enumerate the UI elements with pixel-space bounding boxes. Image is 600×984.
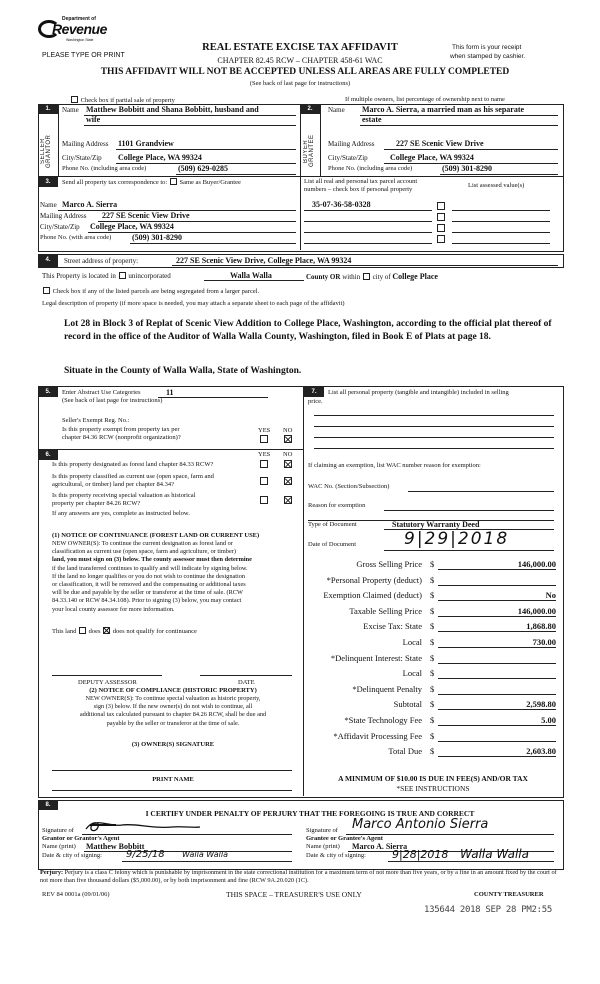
fee-label: Excise Tax: State [363, 621, 422, 632]
grantor-date-label: Date & city of signing: [42, 852, 102, 859]
corr-city[interactable]: College Place, WA 99324 [90, 222, 174, 231]
perjury-text: Perjury is a class C felony which is punishable by imprisonment in the state correctional institution for a maximum term of not more than five years, or by a fine in an amount fixed by the court of not more than five thousand dollars ($5,000.00), or by both imprisonment and fine (RCW 9A.20.020 (1C). [40, 869, 557, 884]
buyer-mailing-label: Mailing Address [328, 140, 375, 148]
fee-label: *Delinquent Penalty [352, 683, 422, 694]
sec6-no: NO [283, 451, 293, 458]
seller-vertical-label: SELLER GRANTOR [40, 134, 52, 168]
legal-description[interactable]: Lot 28 in Block 3 of Replat of Scenic View Addition to College Place, Washington, according to the official plat thereof of record in the office of the Auditor of Walla Walla County, Washington, filed in Book E of Plats at page 18. [64, 319, 552, 342]
logo-state: Washington State [66, 38, 94, 42]
treasurer-space: THIS SPACE – TREASURER'S USE ONLY [226, 890, 362, 899]
notice-1-title: (1) NOTICE OF CONTINUANCE (FOREST LAND OR CURRENT USE) [52, 532, 260, 539]
grantor-signature-scribble[interactable] [82, 817, 202, 835]
fee-dollar-sign: $ [430, 559, 435, 569]
form-warning: THIS AFFIDAVIT WILL NOT BE ACCEPTED UNLESS ALL AREAS ARE FULLY COMPLETED [100, 67, 510, 77]
certify-statement: I CERTIFY UNDER PENALTY OF PERJURY THAT THE FOREGOING IS TRUE AND CORRECT [145, 809, 475, 818]
city-of-checkbox[interactable] [363, 273, 370, 280]
exempt-yes-checkbox[interactable] [260, 435, 268, 443]
buyer-phone[interactable]: (509) 301-8290 [442, 164, 492, 173]
county-or: County OR [306, 273, 341, 281]
unincorporated-checkbox[interactable] [119, 272, 126, 279]
doc-date[interactable]: 9|29|2018 [404, 529, 510, 549]
historic-yes-checkbox[interactable] [260, 496, 268, 504]
grantor-sig-label: Signature of [42, 827, 74, 834]
form-see-back: (See back of last page for instructions) [249, 80, 351, 87]
notice-1-line: classification as current use (open space, farm and agriculture, or timber) [52, 548, 236, 556]
answers-yes-note: If any answers are yes, complete as instructed below. [52, 510, 190, 517]
doc-type[interactable]: Statutory Warranty Deed [392, 520, 480, 529]
sec5-no: NO [283, 427, 293, 434]
does-not-label: does not qualify for continuance [112, 628, 197, 635]
section-2-number: 2. [300, 104, 320, 114]
form-number: REV 84 0001a (09/01/06) [42, 891, 110, 898]
reason-label: Reason for exemption [308, 502, 366, 509]
seller-name-cont[interactable]: wife [86, 115, 101, 124]
form-title: REAL ESTATE EXCISE TAX AFFIDAVIT [202, 42, 398, 53]
fee-dollar-sign: $ [430, 699, 435, 710]
correspondence-row [62, 178, 241, 186]
fee-label: *Affidavit Processing Fee [333, 730, 422, 741]
buyer-mailing[interactable]: 227 SE Scenic View Drive [396, 139, 484, 148]
corr-name-label: Name [40, 201, 57, 209]
receipt-note-1: This form is your receipt [452, 44, 522, 51]
fee-label: *Delinquent Interest: State [330, 652, 422, 663]
county-or-label [306, 272, 438, 281]
fee-label: Subtotal [393, 699, 422, 710]
personal-property-label-1: List all personal property (tangible and intangible) included in selling [328, 389, 509, 396]
land-does-checkbox[interactable] [79, 627, 86, 634]
parcel-personal-checkbox-2[interactable] [437, 213, 445, 221]
partial-sale-row [70, 96, 175, 104]
legal-situate[interactable]: Situate in the County of Walla Walla, State of Washington. [64, 366, 302, 376]
grantee-agent-label: Grantee or Grantee's Agent [306, 835, 383, 842]
corr-city-label: City/State/Zip [40, 223, 80, 231]
current-use-yes-checkbox[interactable] [260, 477, 268, 485]
notice-2-line: payable by the seller or transferor at the time of sale. [106, 719, 240, 727]
seller-name-label: Name [62, 106, 79, 114]
dor-logo [38, 16, 108, 46]
notice-1-body [52, 540, 300, 614]
perjury-label: Perjury: [40, 869, 64, 876]
buyer-city[interactable]: College Place, WA 99324 [390, 153, 474, 162]
notice-2-line: sign (3) below. If the new owner(s) do not wish to continue, all [93, 703, 253, 711]
fee-dollar-sign: $ [430, 683, 435, 694]
fee-dollar-sign: $ [430, 605, 435, 616]
print-name-label: PRINT NAME [152, 776, 194, 783]
current-use-q-1: Is this property classified as current use (open space, farm and [52, 473, 214, 480]
perjury-notice [40, 869, 560, 885]
please-type-label: PLEASE TYPE OR PRINT [42, 52, 125, 59]
wac-label: WAC No. (Section/Subsection) [308, 483, 390, 490]
parcel-label-1: List all real and personal tax parcel account [304, 178, 418, 185]
fee-value[interactable]: 2,598.80 [526, 699, 556, 710]
within-label: within [342, 273, 361, 281]
current-use-q-2: agricultural, or timber) land per chapter 84.34? [52, 481, 175, 488]
notice-2-line: NEW OWNER(S): To continue special valuation as historic property, [85, 695, 261, 702]
fee-dollar-sign: $ [430, 730, 435, 741]
county-treasurer-label: COUNTY TREASURER [474, 891, 544, 898]
fee-dollar-sign: $ [430, 652, 435, 663]
legal-label: Legal description of property (if more space is needed, you may attach a separate sheet to each page of the affidavit) [42, 300, 345, 307]
see-instructions-note: *SEE INSTRUCTIONS [396, 784, 470, 793]
partial-sale-checkbox[interactable] [71, 96, 78, 103]
does-label: does [88, 628, 101, 635]
segregated-label: Check box if any of the listed parcels are being segregated from a larger parcel. [52, 288, 260, 295]
notice-1-line: If the land no longer qualifies or you do not wish to continue the designation [52, 572, 246, 580]
fee-value[interactable]: 146,000.00 [517, 605, 556, 616]
buyer-phone-label: Phone No. (including area code) [328, 165, 413, 172]
fee-label: Local [402, 668, 422, 679]
exempt-reg-label: Seller's Exempt Reg. No.: [62, 417, 130, 424]
fee-label: Total Due [388, 746, 422, 757]
fee-value[interactable]: 2,603.80 [526, 746, 556, 757]
multiple-owners-note: If multiple owners, list percentage of ownership next to name [345, 96, 505, 103]
parcel-personal-checkbox-4[interactable] [437, 235, 445, 243]
current-use-no-checkbox[interactable] [284, 477, 292, 485]
abstract-value[interactable]: 11 [166, 388, 174, 397]
same-as-buyer-label: Same as Buyer/Grantee [179, 179, 241, 186]
fee-label: Exemption Claimed (deduct) [323, 590, 422, 601]
buyer-name[interactable]: Marco A. Sierra, a married man as his separate [362, 105, 525, 114]
parcel-personal-checkbox-1[interactable] [437, 202, 445, 210]
historic-q-2: property per chapter 84.26 RCW? [52, 500, 141, 507]
partial-sale-label: Check box if partial sale of property [80, 97, 175, 104]
exemption-label: If claiming an exemption, list WAC number reason for exemption: [308, 462, 481, 469]
grantor-name[interactable]: Matthew Bobbitt [86, 842, 145, 851]
grantor-date[interactable]: 9/25/18 [126, 849, 165, 860]
correspondence-label: Send all property tax correspondence to: [62, 179, 168, 186]
fee-value[interactable]: 730.00 [532, 637, 556, 647]
section-1-number: 1. [38, 104, 58, 114]
notice-1-line: if the land transferred continues to qualify and will indicate by signing below. [52, 564, 248, 572]
seller-city-label: City/State/Zip [62, 154, 102, 162]
buyer-name-cont[interactable]: estate [362, 115, 382, 124]
buyer-vertical-label: BUYER GRANTEE [303, 134, 315, 168]
abstract-label: Enter Abstract Use Categories [62, 389, 141, 396]
fee-value[interactable]: No [545, 590, 556, 601]
unincorporated-label: unincorporated [128, 272, 171, 280]
notice-2-body [42, 695, 304, 728]
corr-name[interactable]: Marco A. Sierra [62, 200, 118, 209]
seller-mailing-label: Mailing Address [62, 140, 109, 148]
street-address[interactable]: 227 SE Scenic View Drive, College Place, WA 99324 [176, 256, 352, 265]
notice-1-line: land, you must sign on (3) below. The county assessor must then determine [52, 556, 252, 564]
form-chapter: CHAPTER 82.45 RCW – CHAPTER 458-61 WAC [217, 56, 383, 65]
fee-dollar-sign: $ [430, 715, 435, 725]
grantee-city[interactable]: Walla Walla [460, 847, 529, 861]
grantor-agent-label: Grantor or Grantor's Agent [42, 835, 120, 842]
personal-property-label-2: price. [308, 398, 323, 405]
grantee-name[interactable]: Marco A. Sierra [352, 842, 408, 851]
corr-mailing[interactable]: 227 SE Scenic View Drive [102, 211, 190, 220]
corr-mailing-label: Mailing Address [40, 212, 87, 220]
notice-2-line: additional tax calculated pursuant to chapter 84.26 RCW, shall be due and [79, 711, 267, 719]
sec6-yes: YES [258, 451, 271, 458]
notice-1-line: NEW OWNER(S): To continue the current designation as forest land or [52, 540, 233, 547]
county-value[interactable]: Walla Walla [230, 271, 272, 280]
land-does-not-checkbox[interactable] [103, 627, 110, 634]
historic-no-checkbox[interactable] [284, 496, 292, 504]
grantee-signature[interactable]: Marco Antonio Sierra [352, 817, 489, 832]
assessed-value-label: List assessed value(s) [468, 182, 525, 189]
fee-label: Taxable Selling Price [349, 605, 422, 616]
section-7-number: 7. [304, 387, 324, 397]
corr-phone-label: Phone No. (with area code) [40, 234, 112, 241]
section-4-number: 4. [38, 254, 58, 267]
grantee-date[interactable]: 9|28|2018 [392, 848, 449, 861]
deputy-assessor-label: DEPUTY ASSESSOR [78, 679, 137, 686]
forest-no-checkbox[interactable] [284, 460, 292, 468]
fee-label: *Personal Property (deduct) [326, 574, 422, 585]
buyer-name-label: Name [328, 106, 345, 114]
seller-name[interactable]: Matthew Bobbitt and Shana Bobbitt, husband and [86, 105, 259, 114]
doc-date-label: Date of Document [308, 541, 357, 548]
historic-q-1: Is this property receiving special valuation as historical [52, 492, 196, 499]
section-3-number: 3. [38, 177, 58, 187]
qualify-row [52, 627, 197, 635]
grantor-name-label: Name (print) [42, 843, 76, 850]
located-row [42, 272, 562, 280]
notice-1-line: or classification, it will be removed and the compensating or additional taxes [52, 581, 246, 589]
section-5-number: 5. [38, 387, 58, 397]
seller-city[interactable]: College Place, WA 99324 [118, 153, 202, 162]
fee-value[interactable]: 146,000.00 [517, 559, 556, 569]
buyer-city-label: City/State/Zip [328, 154, 368, 162]
abstract-see-back: (See back of last page for instructions) [62, 397, 163, 404]
city-value[interactable]: College Place [392, 272, 438, 281]
seller-phone-label: Phone No. (including area code) [62, 165, 147, 172]
seller-mailing[interactable]: 1101 Grandview [118, 139, 174, 148]
segregated-checkbox[interactable] [43, 287, 50, 294]
section-6-number: 6. [38, 450, 58, 460]
parcel-personal-checkbox-3[interactable] [437, 224, 445, 232]
fee-label: *State Technology Fee [344, 715, 422, 725]
city-of-label: city of [372, 273, 391, 281]
street-label: Street address of property: [64, 257, 139, 265]
grantee-sig-label: Signature of [306, 827, 338, 834]
segregated-row [42, 287, 259, 295]
exempt-q1: Is this property exempt from property tax per [62, 426, 180, 433]
parcel-label-2: numbers – check box if personal property [304, 186, 413, 193]
forest-yes-checkbox[interactable] [260, 460, 268, 468]
section-8-number: 8. [38, 800, 58, 810]
same-as-buyer-checkbox[interactable] [170, 178, 177, 185]
fee-dollar-sign: $ [430, 668, 435, 679]
notice-2-title: (2) NOTICE OF COMPLIANCE (HISTORIC PROPERTY) [89, 687, 257, 694]
notice-1-line: 84.33.140 or RCW 84.34.108). Prior to signing (3) below, you may contact [52, 597, 242, 605]
corr-phone[interactable]: (509) 301-8290 [132, 233, 182, 242]
seller-phone[interactable]: (509) 629-0285 [178, 164, 228, 173]
fee-dollar-sign: $ [430, 746, 435, 757]
treasurer-stamp: 135644 2018 SEP 28 PM2:55 [424, 905, 552, 915]
exempt-no-checkbox[interactable] [284, 435, 292, 443]
logo-dept-line: Department of [62, 16, 96, 22]
owner-signature-label: (3) OWNER(S) SIGNATURE [131, 741, 215, 748]
receipt-note-2: when stamped by cashier. [450, 53, 526, 60]
logo-word: Revenue [52, 21, 107, 37]
notice-1-line: your local county assessor for more information. [52, 605, 175, 613]
grantee-name-label: Name (print) [306, 843, 340, 850]
minimum-due-note: A MINIMUM OF $10.00 IS DUE IN FEE(S) AND/OR TAX [338, 774, 528, 783]
exempt-q2: chapter 84.36 RCW (nonprofit organization)? [62, 434, 181, 441]
notice-1-line: will be due and payable by the seller or transferor at the time of sale. (RCW [52, 589, 243, 597]
grantee-date-label: Date & city of signing: [306, 852, 366, 859]
fee-dollar-sign: $ [430, 590, 435, 601]
forest-question: Is this property designated as forest land chapter 84.33 RCW? [52, 461, 214, 468]
fee-label: Gross Selling Price [356, 559, 422, 569]
grantor-city[interactable]: Walla Walla [182, 850, 228, 859]
fee-value[interactable]: 5.00 [541, 715, 556, 725]
fee-dollar-sign: $ [430, 574, 435, 585]
fee-label: Local [402, 637, 422, 647]
doc-type-label: Type of Document [308, 521, 357, 528]
parcel-number[interactable]: 35-07-36-58-0328 [312, 200, 371, 209]
deputy-date-label: DATE [238, 679, 255, 686]
fee-dollar-sign: $ [430, 637, 435, 647]
this-land-label: This land [52, 628, 77, 635]
sec5-yes: YES [258, 427, 271, 434]
fee-dollar-sign: $ [430, 621, 435, 632]
located-label: This Property is located in [42, 272, 116, 280]
fee-value[interactable]: 1,868.80 [526, 621, 556, 632]
